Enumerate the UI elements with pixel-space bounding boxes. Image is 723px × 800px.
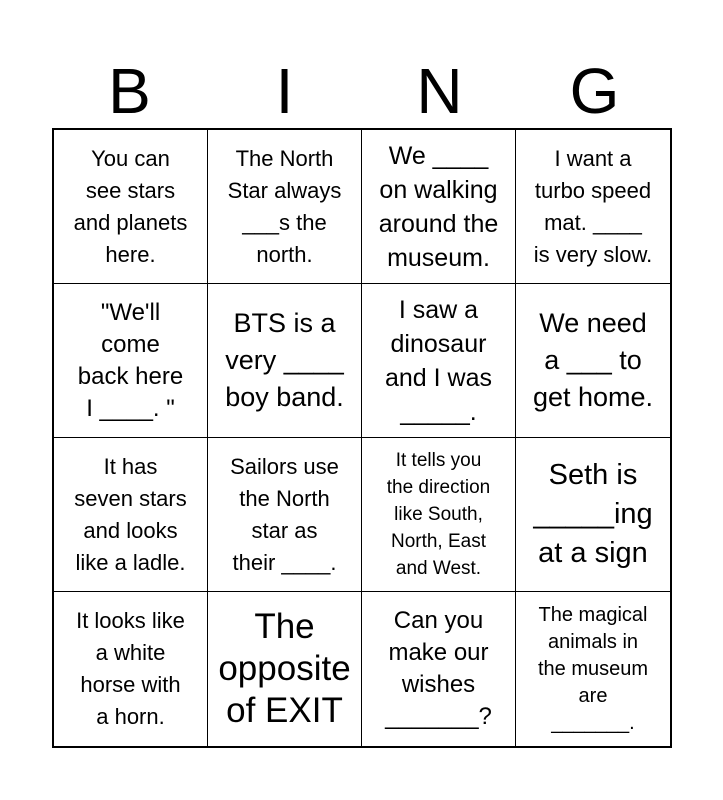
bingo-cell[interactable] bbox=[516, 438, 670, 592]
bingo-card-grid bbox=[52, 128, 672, 748]
bingo-cell[interactable] bbox=[362, 438, 516, 592]
cell-text: The North Star always ___s the north. bbox=[227, 145, 342, 267]
bingo-cell[interactable] bbox=[516, 284, 670, 438]
bingo-cell[interactable] bbox=[362, 284, 516, 438]
bingo-cell[interactable] bbox=[208, 284, 362, 438]
cell-text: The magical animals in the museum are _______. bbox=[537, 603, 649, 734]
bingo-cell[interactable] bbox=[54, 438, 208, 592]
cell-text: Sailors use the North star as their ____. bbox=[230, 453, 339, 575]
cell-text: "We'll come back here I ____. " bbox=[77, 298, 184, 422]
bingo-header bbox=[52, 56, 672, 126]
bingo-cell[interactable] bbox=[208, 592, 362, 746]
header-letter-i: I bbox=[275, 55, 294, 127]
cell-text: Can you make our wishes _______? bbox=[385, 607, 492, 730]
header-letter-n: N bbox=[416, 55, 463, 127]
cell-text: It tells you the direction like South, North, East and West. bbox=[386, 450, 491, 579]
cell-text: It has seven stars and looks like a ladle. bbox=[74, 453, 187, 575]
bingo-cell[interactable] bbox=[362, 592, 516, 746]
bingo-cell[interactable] bbox=[208, 438, 362, 592]
cell-text: You can see stars and planets here. bbox=[73, 145, 188, 267]
bingo-cell[interactable] bbox=[54, 284, 208, 438]
cell-text: We ____ on walking around the museum. bbox=[378, 141, 499, 272]
bingo-cell[interactable] bbox=[362, 130, 516, 284]
header-letter-b: B bbox=[108, 55, 151, 127]
bingo-cell[interactable] bbox=[54, 130, 208, 284]
cell-text: The opposite of EXIT bbox=[218, 607, 351, 730]
cell-text: I saw a dinosaur and I was _____. bbox=[384, 295, 492, 426]
bingo-cell[interactable] bbox=[516, 592, 670, 746]
cell-text: We need a ___ to get home. bbox=[532, 308, 654, 412]
header-letter-g: G bbox=[569, 55, 620, 127]
bingo-cell[interactable] bbox=[208, 130, 362, 284]
bingo-cell[interactable] bbox=[516, 130, 670, 284]
bingo-cell[interactable] bbox=[54, 592, 208, 746]
cell-text: It looks like a white horse with a horn. bbox=[76, 608, 185, 729]
cell-text: Seth is _____ing at a sign bbox=[533, 459, 653, 569]
cell-text: I want a turbo speed mat. ____ is very slow. bbox=[533, 145, 653, 267]
cell-text: BTS is a very ____ boy band. bbox=[225, 308, 344, 412]
